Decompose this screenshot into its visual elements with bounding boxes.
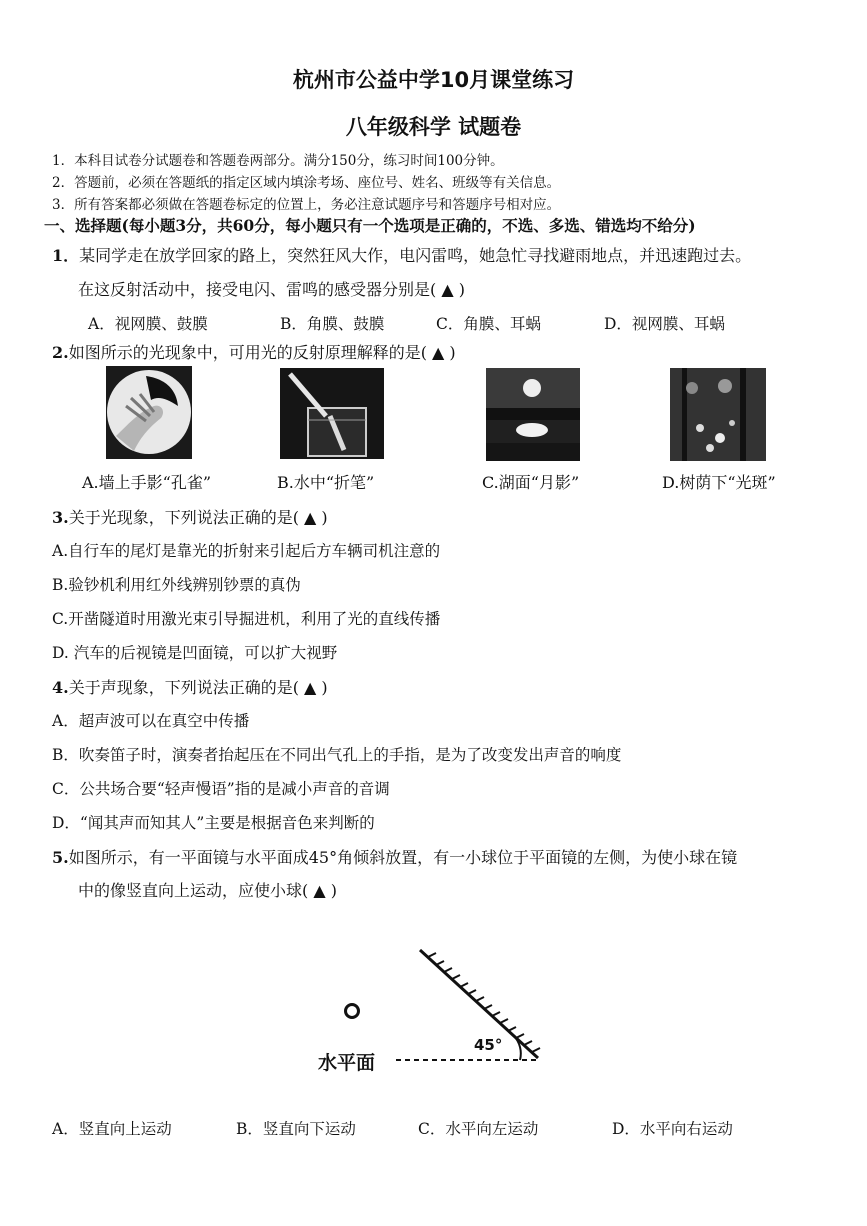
caption-a: A.墙上手影“孔雀” [82, 473, 212, 492]
q5-option-b: B．竖直向下运动 [236, 1120, 356, 1138]
question-number: 4. [52, 678, 69, 697]
exam-subtitle: 八年级科学 试题卷 [345, 115, 522, 139]
question-number: 2. [52, 343, 69, 362]
image-light-spots-under-trees [670, 368, 766, 461]
question-5-line2: 中的像竖直向上运动，应使小球( ▲ ) [78, 881, 337, 900]
section-heading: 一、选择题(每小题3分，共60分，每小题只有一个选项是正确的，不选、多选、错选均不给分) [44, 216, 696, 235]
question-text: 某同学走在放学回家的路上，突然狂风大作，电闪雷鸣，她急忙寻找避雨地点，并迅速跑过去。 [79, 246, 752, 265]
q5-option-d: D．水平向右运动 [612, 1120, 733, 1138]
q4-option-d: D．“闻其声而知其人”主要是根据音色来判断的 [52, 814, 375, 832]
question-4 [52, 675, 328, 698]
image-hand-shadow [106, 366, 192, 459]
question-3 [52, 505, 328, 528]
question-text: 关于声现象，下列说法正确的是( ▲ ) [68, 678, 328, 697]
q1-option-c: C．角膜、耳蜗 [436, 315, 541, 333]
q3-option-b: B.验钞机利用红外线辨别钞票的真伪 [52, 576, 301, 594]
exam-title: 杭州市公益中学10月课堂练习 [292, 68, 575, 92]
q1-option-b: B．角膜、鼓膜 [280, 315, 385, 333]
question-text: 关于光现象，下列说法正确的是( ▲ ) [68, 508, 328, 527]
caption-c: C.湖面“月影” [482, 473, 580, 492]
small-ball [346, 1005, 359, 1018]
image-pencil-in-water [280, 368, 384, 459]
note-2: 2．答题前，必须在答题纸的指定区域内填涂考场、座位号、姓名、班级等有关信息。 [52, 175, 561, 191]
angle-label: 45° [474, 1036, 503, 1054]
caption-b: B.水中“折笔” [277, 473, 375, 492]
question-text: 如图所示的光现象中，可用光的反射原理解释的是( ▲ ) [68, 343, 456, 362]
q1-option-a: A．视网膜、鼓膜 [88, 315, 208, 333]
q4-option-b: B．吹奏笛子时，演奏者抬起压在不同出气孔上的手指，是为了改变发出声音的响度 [52, 746, 622, 764]
question-2 [52, 340, 456, 363]
image-moon-on-lake [486, 368, 580, 461]
question-text: 如图所示，有一平面镜与水平面成45°角倾斜放置，有一小球位于平面镜的左侧，为使小球在镜 [68, 848, 738, 867]
question-1 [52, 243, 751, 266]
q3-option-d: D. 汽车的后视镜是凹面镜，可以扩大视野 [52, 644, 338, 662]
q3-option-c: C.开凿隧道时用激光束引导掘进机，利用了光的直线传播 [52, 610, 441, 628]
note-3: 3．所有答案都必须做在答题卷标定的位置上，务必注意试题序号和答题序号相对应。 [52, 197, 561, 213]
note-1: 1．本科目试卷分试题卷和答题卷两部分。满分150分，练习时间100分钟。 [52, 153, 504, 169]
question-number: 5. [52, 848, 69, 867]
q1-option-d: D．视网膜、耳蜗 [604, 315, 725, 333]
question-1-line2: 在这反射活动中，接受电闪、雷鸣的感受器分别是( ▲ ) [78, 280, 465, 299]
question-5 [52, 845, 737, 868]
q5-option-a: A．竖直向上运动 [52, 1120, 172, 1138]
caption-d: D.树荫下“光斑” [662, 473, 776, 492]
question-number: 1． [52, 246, 80, 265]
horizontal-plane-label: 水平面 [318, 1052, 376, 1074]
q4-option-a: A．超声波可以在真空中传播 [52, 712, 250, 730]
q3-option-a: A.自行车的尾灯是靠光的折射来引起后方车辆司机注意的 [52, 542, 441, 560]
q5-option-c: C．水平向左运动 [418, 1120, 539, 1138]
question-number: 3. [52, 508, 69, 527]
q4-option-c: C．公共场合要“轻声慢语”指的是减小声音的音调 [52, 780, 390, 798]
